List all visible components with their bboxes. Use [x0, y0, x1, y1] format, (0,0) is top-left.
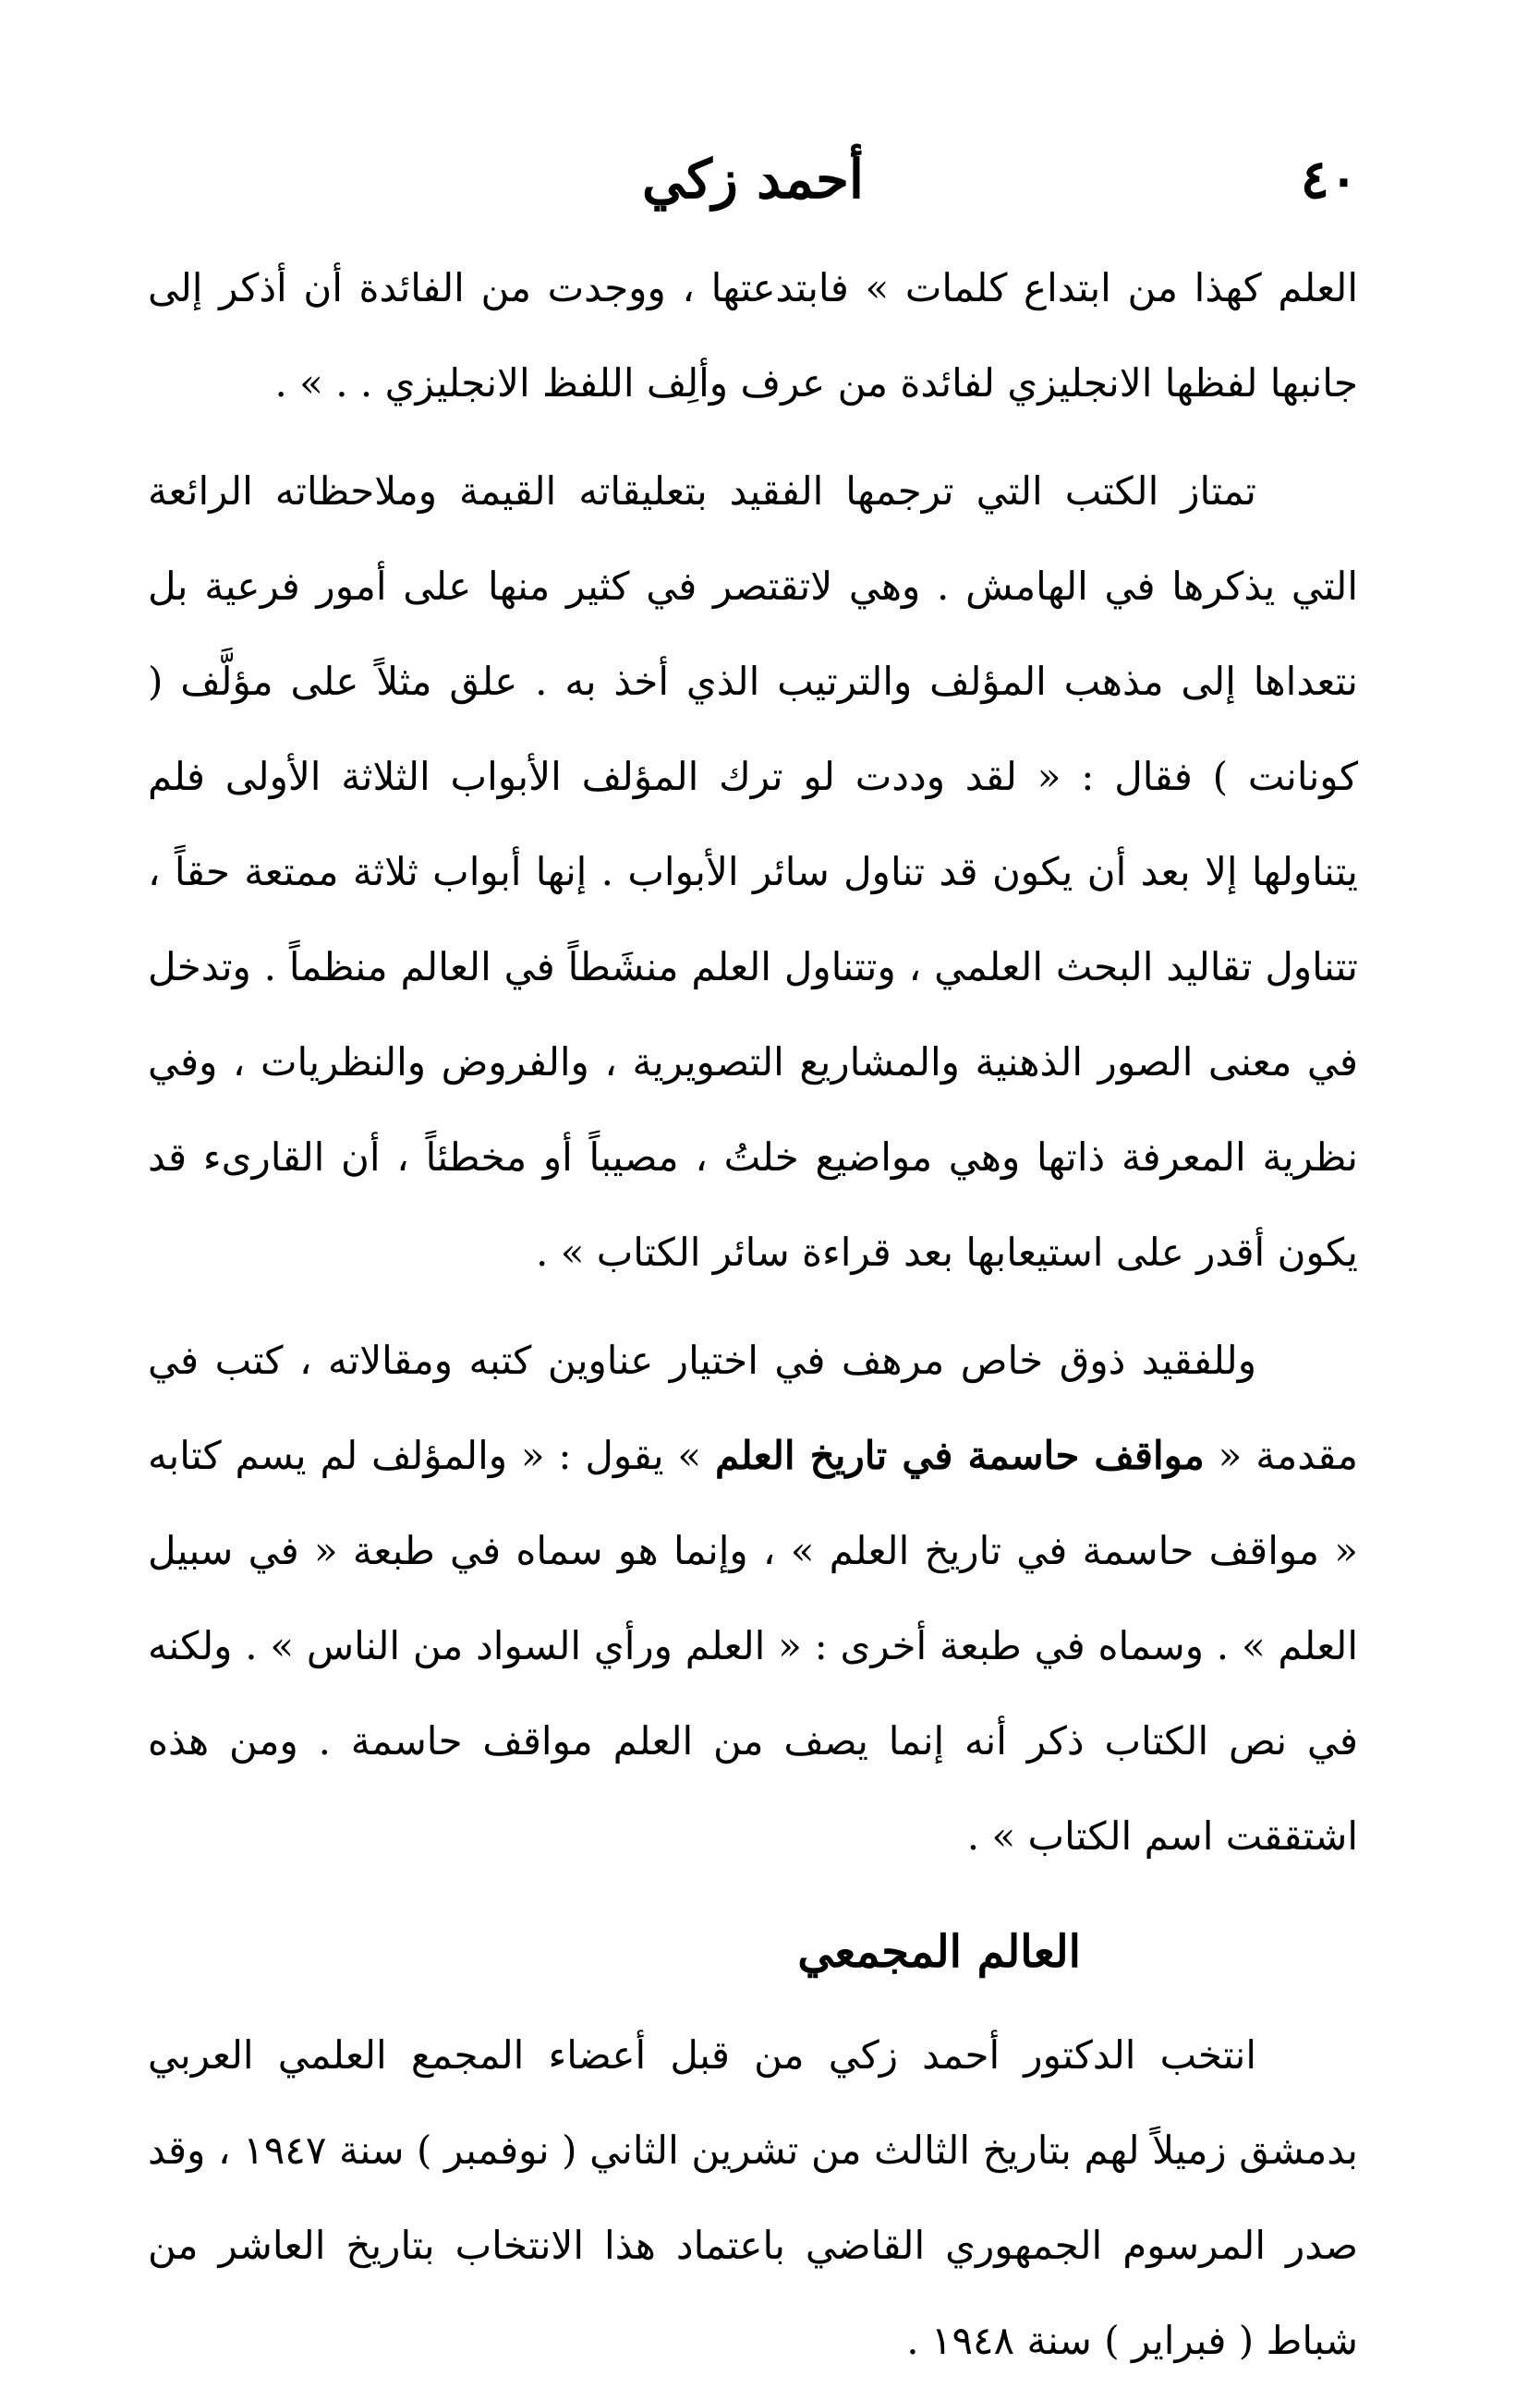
- paragraph-continuation: العلم كهذا من ابتداع كلمات » فابتدعتها ، ووجدت من الفائدة أن أذكر إلى جانبها لفظها الانجليزي لفائدة من عرف وألِف اللفظ الانجليزي . . » .: [148, 265, 1358, 406]
- paragraph-titles-end: » يقول : « والمؤلف لم يسم كتابه « مواقف حاسمة في تاريخ العلم » ، وإنما هو سماه في طبعة « في سبيل العلم » . وسماه في طبعة أخرى : « العلم ورأي السواد من الناس » . ولكنه في نص الكتاب ذكر أنه إنما يصف من العلم مواقف حاسمة . ومن هذه اشتققت اسم الكتاب » .: [148, 1433, 1358, 1859]
- page-number: ٤٠: [1300, 148, 1358, 211]
- paragraph-academy: انتخب الدكتور أحمد زكي من قبل أعضاء المجمع العلمي العربي بدمشق زميلاً لهم بتاريخ الثالث من تشرين الثاني ( نوفمبر ) سنة ١٩٤٧ ، وقد صدر المرسوم الجمهوري القاضي باعتماد هذا الانتخاب بتاريخ العاشر من شباط ( فبراير ) سنة ١٩٤٨ .: [148, 2032, 1359, 2363]
- page-header: [148, 139, 1358, 240]
- paragraph-titles: [148, 1313, 1358, 1884]
- running-title: أحمد زكي: [641, 148, 865, 211]
- section-heading: العالم المجمعي: [797, 1926, 1081, 1978]
- paragraph-annotations: تمتاز الكتب التي ترجمها الفقيد بتعليقاته القيمة وملاحظاته الرائعة التي يذكرها في الهامش . وهي لاتقتصر في كثير منها على أمور فرعية بل نتعداها إلى مذهب المؤلف والترتيب الذي أخذ به . علق مثلاً على مؤلَّف ( كونانت ) فقال : « لقد وددت لو ترك المؤلف الأبواب الثلاثة الأولى فلم يتناولها إلا بعد أن يكون قد تناول سائر الأبواب . إنها أبواب ثلاثة ممتعة حقاً ، تتناول تقاليد البحث العلمي ، وتتناول العلم منشَطاً في العالم منظماً . وتدخل في معنى الصور الذهنية والمشاريع التصويرية ، والفروض والنظريات ، وفي نظرية المعرفة ذاتها وهي مواضيع خلتُ ، مصيباً أو مخطئاً ، أن القارىء قد يكون أقدر على استيعابها بعد قراءة سائر الكتاب » .: [148, 468, 1358, 1275]
- paragraph-titles-start: وللفقيد ذوق خاص مرهف في اختيار عناوين كتبه ومقالاته ، كتب في مقدمة «: [148, 1338, 1358, 1478]
- book-title-bold: مواقف حاسمة في تاريخ العلم: [714, 1433, 1205, 1478]
- book-page: [148, 139, 1359, 2363]
